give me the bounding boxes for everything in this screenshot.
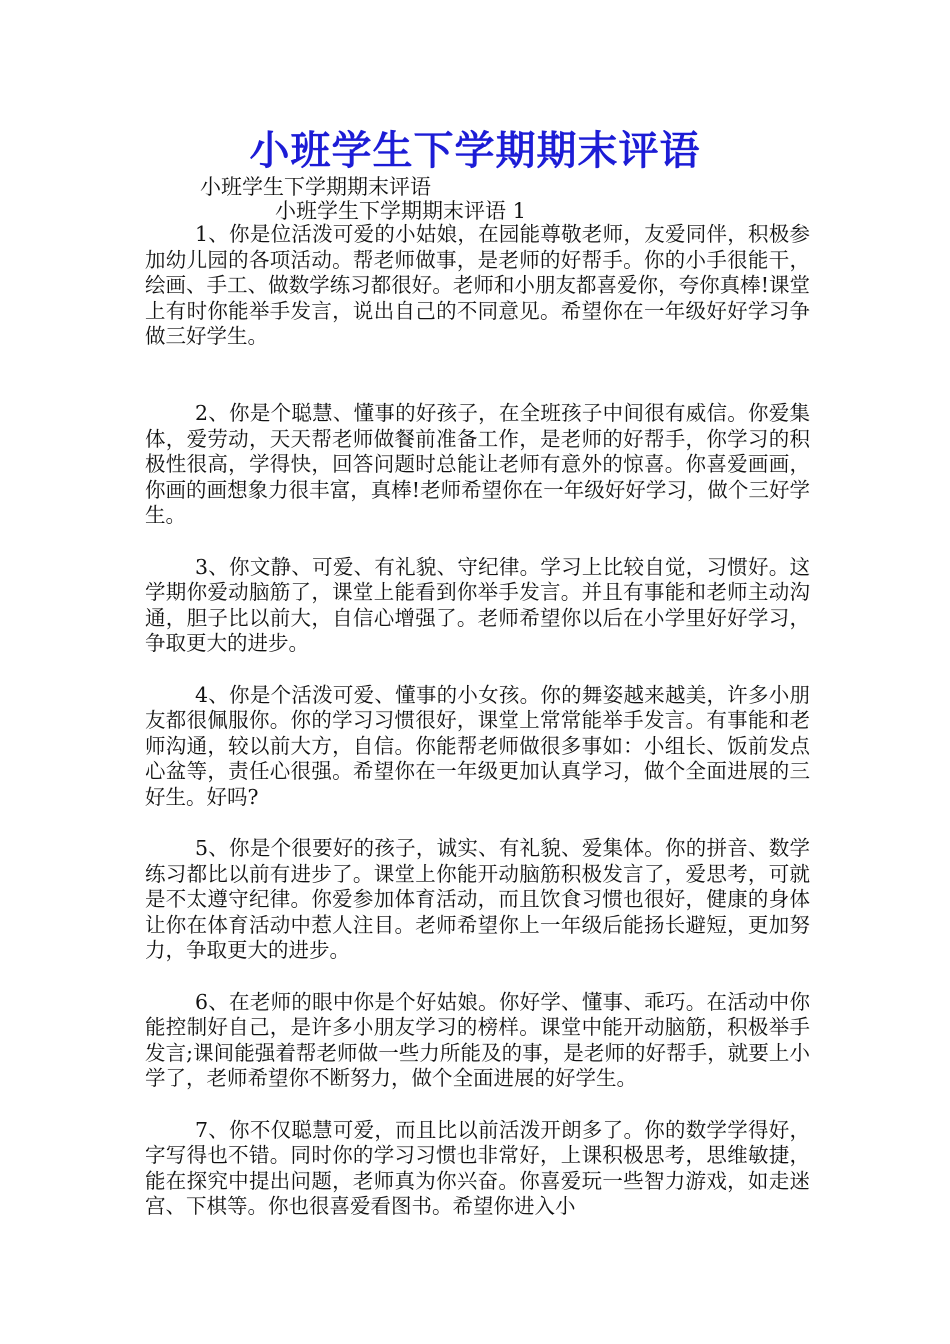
paragraph-2: 2、你是个聪慧、懂事的好孩子，在全班孩子中间很有威信。你爱集体，爱劳动，天天帮老师做餐前准备工作，是老师的好帮手，你学习的积极性很高，学得快，回答问题时总能让老师有意外的惊喜。你喜爱画画，你画的画想象力很丰富，真棒!老师希望你在一年级好好学习，做个三好学生。	[145, 400, 810, 528]
document-subtitle: 小班学生下学期期末评语	[200, 175, 431, 199]
section-heading: 小班学生下学期期末评语 1	[275, 199, 527, 223]
paragraph-5: 5、你是个很要好的孩子，诚实、有礼貌、爱集体。你的拼音、数学练习都比以前有进步了。课堂上你能开动脑筋积极发言了，爱思考，可就是不太遵守纪律。你爱参加体育活动，而且饮食习惯也很好，健康的身体让你在体育活动中惹人注目。老师希望你上一年级后能扬长避短，更加努力，争取更大的进步。	[145, 836, 810, 963]
paragraph-1: 1、你是位活泼可爱的小姑娘，在园能尊敬老师，友爱同伴，积极参加幼儿园的各项活动。帮老师做事，是老师的好帮手。你的小手很能干，绘画、手工、做数学练习都很好。老师和小朋友都喜爱你，夸你真棒!课堂上有时你能举手发言，说出自己的不同意见。希望你在一年级好好学习争做三好学生。	[145, 222, 810, 349]
paragraph-4: 4、你是个活泼可爱、懂事的小女孩。你的舞姿越来越美，许多小朋友都很佩服你。你的学习习惯很好，课堂上常常能举手发言。有事能和老师沟通，较以前大方，自信。你能帮老师做很多事如：小组长、饭前发点心盆等，责任心很强。希望你在一年级更加认真学习，做个全面进展的三好生。好吗?	[145, 682, 810, 809]
document-body	[145, 222, 810, 1220]
document-title: 小班学生下学期期末评语	[249, 127, 701, 174]
paragraph-7: 7、你不仅聪慧可爱，而且比以前活泼开朗多了。你的数学学得好，字写得也不错。同时你的学习习惯也非常好，上课积极思考，思维敏捷，能在探究中提出问题，老师真为你兴奋。你喜爱玩一些智力游戏，如走迷宫、下棋等。你也很喜爱看图书。希望你进入小	[145, 1117, 810, 1219]
paragraph-6: 6、在老师的眼中你是个好姑娘。你好学、懂事、乖巧。在活动中你能控制好自己，是许多小朋友学习的榜样。课堂中能开动脑筋，积极举手发言;课间能强着帮老师做一些力所能及的事，是老师的好帮手，就要上小学了，老师希望你不断努力，做个全面进展的好学生。	[145, 989, 810, 1091]
paragraph-3: 3、你文静、可爱、有礼貌、守纪律。学习上比较自觉，习惯好。这学期你爱动脑筋了，课堂上能看到你举手发言。并且有事能和老师主动沟通，胆子比以前大，自信心增强了。老师希望你以后在小学里好好学习，争取更大的进步。	[145, 554, 810, 656]
